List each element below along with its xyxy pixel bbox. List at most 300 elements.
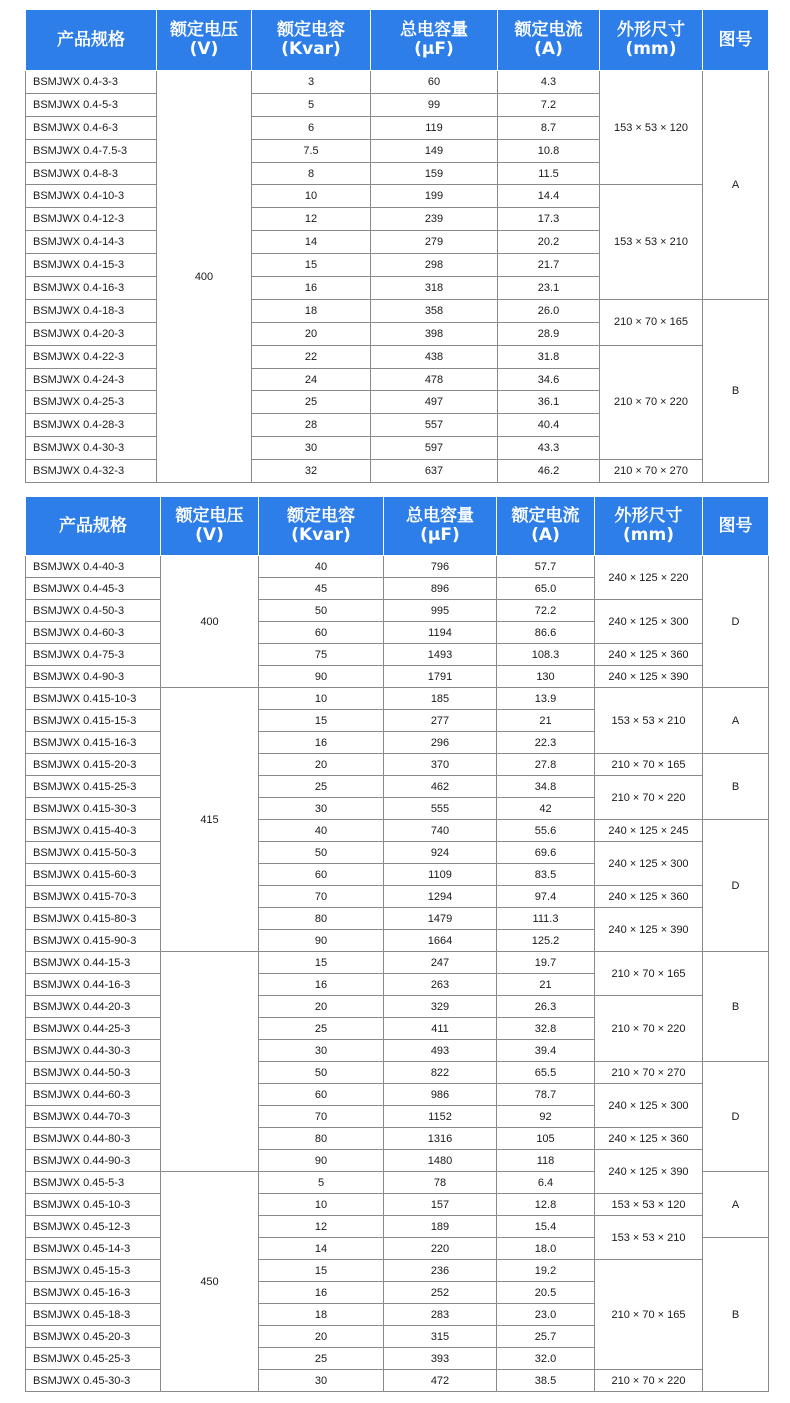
current-cell: 32.8 <box>497 1018 595 1040</box>
header-current: 额定电流 (A) <box>497 497 595 556</box>
header-capacity: 额定电容 (Kvar) <box>252 10 371 71</box>
model-cell: BSMJWX 0.4-12-3 <box>26 208 157 231</box>
total-capacitance-cell: 263 <box>384 974 497 996</box>
total-capacitance-cell: 986 <box>384 1084 497 1106</box>
current-cell: 27.8 <box>497 754 595 776</box>
figure-cell: B <box>703 952 769 1062</box>
total-capacitance-cell: 822 <box>384 1062 497 1084</box>
model-cell: BSMJWX 0.45-30-3 <box>26 1370 161 1392</box>
voltage-cell: 450 <box>161 1172 259 1392</box>
current-cell: 21 <box>497 974 595 996</box>
total-capacitance-cell: 318 <box>371 277 498 300</box>
total-capacitance-cell: 597 <box>371 437 498 460</box>
table-row <box>26 842 769 864</box>
capacity-cell: 18 <box>259 1304 384 1326</box>
capacity-cell: 12 <box>252 208 371 231</box>
table-row <box>26 460 769 483</box>
table-row <box>26 1260 769 1282</box>
total-capacitance-cell: 298 <box>371 254 498 277</box>
voltage-cell: 400 <box>157 71 252 483</box>
model-cell: BSMJWX 0.4-30-3 <box>26 437 157 460</box>
current-cell: 105 <box>497 1128 595 1150</box>
current-cell: 20.2 <box>498 231 600 254</box>
current-cell: 118 <box>497 1150 595 1172</box>
capacity-cell: 15 <box>259 952 384 974</box>
model-cell: BSMJWX 0.44-25-3 <box>26 1018 161 1040</box>
model-cell: BSMJWX 0.4-6-3 <box>26 116 157 139</box>
capacity-cell: 80 <box>259 908 384 930</box>
total-capacitance-cell: 555 <box>384 798 497 820</box>
size-cell: 210 × 70 × 270 <box>600 460 703 483</box>
model-cell: BSMJWX 0.4-15-3 <box>26 254 157 277</box>
current-cell: 39.4 <box>497 1040 595 1062</box>
model-cell: BSMJWX 0.4-8-3 <box>26 162 157 185</box>
capacity-cell: 40 <box>259 820 384 842</box>
current-cell: 20.5 <box>497 1282 595 1304</box>
capacity-cell: 15 <box>259 1260 384 1282</box>
current-cell: 40.4 <box>498 414 600 437</box>
total-capacitance-cell: 283 <box>384 1304 497 1326</box>
total-capacitance-cell: 1316 <box>384 1128 497 1150</box>
model-cell: BSMJWX 0.45-16-3 <box>26 1282 161 1304</box>
capacity-cell: 45 <box>259 578 384 600</box>
capacity-cell: 16 <box>252 277 371 300</box>
total-capacitance-cell: 236 <box>384 1260 497 1282</box>
model-cell: BSMJWX 0.4-24-3 <box>26 368 157 391</box>
total-capacitance-cell: 358 <box>371 299 498 322</box>
table-row <box>26 1150 769 1172</box>
total-capacitance-cell: 637 <box>371 460 498 483</box>
current-cell: 42 <box>497 798 595 820</box>
voltage-cell: 400 <box>161 556 259 688</box>
current-cell: 6.4 <box>497 1172 595 1194</box>
capacity-cell: 70 <box>259 886 384 908</box>
figure-cell: A <box>703 1172 769 1238</box>
size-cell: 240 × 125 × 360 <box>595 1128 703 1150</box>
table-row <box>26 600 769 622</box>
total-capacitance-cell: 438 <box>371 345 498 368</box>
header-voltage: 额定电压 (V) <box>157 10 252 71</box>
total-capacitance-cell: 296 <box>384 732 497 754</box>
total-capacitance-cell: 189 <box>384 1216 497 1238</box>
table-row <box>26 820 769 842</box>
total-capacitance-cell: 78 <box>384 1172 497 1194</box>
spec-table-2 <box>25 497 769 1392</box>
model-cell: BSMJWX 0.44-15-3 <box>26 952 161 974</box>
current-cell: 12.8 <box>497 1194 595 1216</box>
model-cell: BSMJWX 0.4-18-3 <box>26 299 157 322</box>
current-cell: 23.1 <box>498 277 600 300</box>
table-header-row <box>26 497 769 556</box>
model-cell: BSMJWX 0.4-16-3 <box>26 277 157 300</box>
current-cell: 65.0 <box>497 578 595 600</box>
capacity-cell: 16 <box>259 1282 384 1304</box>
current-cell: 19.7 <box>497 952 595 974</box>
current-cell: 25.7 <box>497 1326 595 1348</box>
model-cell: BSMJWX 0.45-20-3 <box>26 1326 161 1348</box>
capacity-cell: 15 <box>259 710 384 732</box>
total-capacitance-cell: 99 <box>371 93 498 116</box>
model-cell: BSMJWX 0.44-16-3 <box>26 974 161 996</box>
size-cell: 240 × 125 × 300 <box>595 600 703 644</box>
model-cell: BSMJWX 0.415-15-3 <box>26 710 161 732</box>
capacity-cell: 60 <box>259 622 384 644</box>
current-cell: 17.3 <box>498 208 600 231</box>
capacity-cell: 50 <box>259 1062 384 1084</box>
model-cell: BSMJWX 0.44-70-3 <box>26 1106 161 1128</box>
spec-table-1 <box>25 10 769 483</box>
header-size: 外形尺寸 (mm) <box>595 497 703 556</box>
capacity-cell: 28 <box>252 414 371 437</box>
total-capacitance-cell: 796 <box>384 556 497 578</box>
total-capacitance-cell: 277 <box>384 710 497 732</box>
capacity-cell: 90 <box>259 1150 384 1172</box>
total-capacitance-cell: 185 <box>384 688 497 710</box>
size-cell: 240 × 125 × 300 <box>595 842 703 886</box>
total-capacitance-cell: 252 <box>384 1282 497 1304</box>
model-cell: BSMJWX 0.415-40-3 <box>26 820 161 842</box>
capacity-cell: 3 <box>252 71 371 94</box>
total-capacitance-cell: 462 <box>384 776 497 798</box>
header-model: 产品规格 <box>26 10 157 71</box>
total-capacitance-cell: 157 <box>384 1194 497 1216</box>
table-row <box>26 1194 769 1216</box>
size-cell: 240 × 125 × 360 <box>595 886 703 908</box>
model-cell: BSMJWX 0.415-16-3 <box>26 732 161 754</box>
header-size: 外形尺寸 (mm) <box>600 10 703 71</box>
model-cell: BSMJWX 0.44-80-3 <box>26 1128 161 1150</box>
current-cell: 34.6 <box>498 368 600 391</box>
voltage-cell: 415 <box>161 688 259 952</box>
total-capacitance-cell: 1791 <box>384 666 497 688</box>
current-cell: 19.2 <box>497 1260 595 1282</box>
current-cell: 15.4 <box>497 1216 595 1238</box>
capacity-cell: 18 <box>252 299 371 322</box>
size-cell: 210 × 70 × 220 <box>595 776 703 820</box>
capacity-cell: 24 <box>252 368 371 391</box>
total-capacitance-cell: 149 <box>371 139 498 162</box>
capacity-cell: 8 <box>252 162 371 185</box>
size-cell: 240 × 125 × 245 <box>595 820 703 842</box>
size-cell: 210 × 70 × 165 <box>595 1260 703 1370</box>
total-capacitance-cell: 411 <box>384 1018 497 1040</box>
model-cell: BSMJWX 0.4-75-3 <box>26 644 161 666</box>
capacity-cell: 60 <box>259 1084 384 1106</box>
current-cell: 31.8 <box>498 345 600 368</box>
current-cell: 78.7 <box>497 1084 595 1106</box>
capacity-cell: 10 <box>259 688 384 710</box>
total-capacitance-cell: 398 <box>371 322 498 345</box>
model-cell: BSMJWX 0.45-15-3 <box>26 1260 161 1282</box>
current-cell: 57.7 <box>497 556 595 578</box>
capacity-cell: 5 <box>252 93 371 116</box>
table-row <box>26 1370 769 1392</box>
capacity-cell: 25 <box>252 391 371 414</box>
model-cell: BSMJWX 0.44-20-3 <box>26 996 161 1018</box>
header-figure: 图号 <box>703 10 769 71</box>
size-cell: 153 × 53 × 210 <box>595 688 703 754</box>
capacity-cell: 20 <box>259 754 384 776</box>
current-cell: 92 <box>497 1106 595 1128</box>
model-cell: BSMJWX 0.415-50-3 <box>26 842 161 864</box>
total-capacitance-cell: 60 <box>371 71 498 94</box>
model-cell: BSMJWX 0.4-25-3 <box>26 391 157 414</box>
model-cell: BSMJWX 0.4-3-3 <box>26 71 157 94</box>
total-capacitance-cell: 478 <box>371 368 498 391</box>
capacity-cell: 22 <box>252 345 371 368</box>
header-model: 产品规格 <box>26 497 161 556</box>
capacity-cell: 20 <box>259 996 384 1018</box>
table-row <box>26 1216 769 1238</box>
current-cell: 38.5 <box>497 1370 595 1392</box>
figure-cell: D <box>703 820 769 952</box>
current-cell: 72.2 <box>497 600 595 622</box>
current-cell: 14.4 <box>498 185 600 208</box>
table-row <box>26 688 769 710</box>
figure-cell: A <box>703 688 769 754</box>
current-cell: 4.3 <box>498 71 600 94</box>
current-cell: 46.2 <box>498 460 600 483</box>
size-cell: 153 × 53 × 120 <box>595 1194 703 1216</box>
table-row <box>26 1128 769 1150</box>
header-current: 额定电流 (A) <box>498 10 600 71</box>
size-cell: 153 × 53 × 210 <box>600 185 703 299</box>
current-cell: 21.7 <box>498 254 600 277</box>
capacity-cell: 40 <box>259 556 384 578</box>
capacity-cell: 32 <box>252 460 371 483</box>
model-cell: BSMJWX 0.4-32-3 <box>26 460 157 483</box>
size-cell: 153 × 53 × 210 <box>595 1216 703 1260</box>
model-cell: BSMJWX 0.4-14-3 <box>26 231 157 254</box>
table-row <box>26 886 769 908</box>
model-cell: BSMJWX 0.4-5-3 <box>26 93 157 116</box>
current-cell: 65.5 <box>497 1062 595 1084</box>
capacity-cell: 20 <box>259 1326 384 1348</box>
current-cell: 13.9 <box>497 688 595 710</box>
model-cell: BSMJWX 0.45-10-3 <box>26 1194 161 1216</box>
current-cell: 21 <box>497 710 595 732</box>
capacity-cell: 50 <box>259 600 384 622</box>
capacity-cell: 30 <box>259 1040 384 1062</box>
total-capacitance-cell: 924 <box>384 842 497 864</box>
size-cell: 210 × 70 × 165 <box>595 952 703 996</box>
capacity-cell: 7.5 <box>252 139 371 162</box>
figure-cell: B <box>703 1238 769 1392</box>
total-capacitance-cell: 393 <box>384 1348 497 1370</box>
table-row <box>26 71 769 94</box>
total-capacitance-cell: 1194 <box>384 622 497 644</box>
total-capacitance-cell: 199 <box>371 185 498 208</box>
total-capacitance-cell: 220 <box>384 1238 497 1260</box>
total-capacitance-cell: 315 <box>384 1326 497 1348</box>
model-cell: BSMJWX 0.415-60-3 <box>26 864 161 886</box>
capacity-cell: 25 <box>259 1018 384 1040</box>
table-row <box>26 185 769 208</box>
size-cell: 240 × 125 × 390 <box>595 666 703 688</box>
capacity-cell: 14 <box>252 231 371 254</box>
figure-cell: D <box>703 1062 769 1172</box>
total-capacitance-cell: 472 <box>384 1370 497 1392</box>
model-cell: BSMJWX 0.415-30-3 <box>26 798 161 820</box>
table-row <box>26 644 769 666</box>
size-cell: 210 × 70 × 165 <box>600 299 703 345</box>
figure-cell: D <box>703 556 769 688</box>
total-capacitance-cell: 1152 <box>384 1106 497 1128</box>
table-body <box>26 556 769 1392</box>
capacity-cell: 30 <box>252 437 371 460</box>
current-cell: 111.3 <box>497 908 595 930</box>
current-cell: 28.9 <box>498 322 600 345</box>
total-capacitance-cell: 493 <box>384 1040 497 1062</box>
table-row <box>26 952 769 974</box>
capacity-cell: 5 <box>259 1172 384 1194</box>
size-cell: 240 × 125 × 300 <box>595 1084 703 1128</box>
total-capacitance-cell: 119 <box>371 116 498 139</box>
total-capacitance-cell: 329 <box>384 996 497 1018</box>
capacity-cell: 30 <box>259 798 384 820</box>
table-row <box>26 556 769 578</box>
size-cell: 210 × 70 × 165 <box>595 754 703 776</box>
model-cell: BSMJWX 0.4-40-3 <box>26 556 161 578</box>
total-capacitance-cell: 1664 <box>384 930 497 952</box>
size-cell: 210 × 70 × 220 <box>600 345 703 459</box>
model-cell: BSMJWX 0.4-7.5-3 <box>26 139 157 162</box>
total-capacitance-cell: 159 <box>371 162 498 185</box>
total-capacitance-cell: 279 <box>371 231 498 254</box>
capacity-cell: 80 <box>259 1128 384 1150</box>
current-cell: 32.0 <box>497 1348 595 1370</box>
model-cell: BSMJWX 0.4-10-3 <box>26 185 157 208</box>
model-cell: BSMJWX 0.4-22-3 <box>26 345 157 368</box>
capacity-cell: 90 <box>259 930 384 952</box>
model-cell: BSMJWX 0.415-70-3 <box>26 886 161 908</box>
model-cell: BSMJWX 0.45-18-3 <box>26 1304 161 1326</box>
capacity-cell: 25 <box>259 1348 384 1370</box>
capacity-cell: 15 <box>252 254 371 277</box>
capacity-cell: 6 <box>252 116 371 139</box>
figure-cell: A <box>703 71 769 300</box>
size-cell: 153 × 53 × 120 <box>600 71 703 185</box>
header-figure: 图号 <box>703 497 769 556</box>
size-cell: 240 × 125 × 390 <box>595 1150 703 1194</box>
model-cell: BSMJWX 0.44-60-3 <box>26 1084 161 1106</box>
table-row <box>26 299 769 322</box>
current-cell: 7.2 <box>498 93 600 116</box>
current-cell: 108.3 <box>497 644 595 666</box>
size-cell: 210 × 70 × 220 <box>595 1370 703 1392</box>
capacity-cell: 10 <box>259 1194 384 1216</box>
capacity-cell: 25 <box>259 776 384 798</box>
current-cell: 43.3 <box>498 437 600 460</box>
capacity-cell: 75 <box>259 644 384 666</box>
capacity-cell: 90 <box>259 666 384 688</box>
header-voltage: 额定电压 (V) <box>161 497 259 556</box>
current-cell: 22.3 <box>497 732 595 754</box>
table-row <box>26 908 769 930</box>
model-cell: BSMJWX 0.44-90-3 <box>26 1150 161 1172</box>
total-capacitance-cell: 497 <box>371 391 498 414</box>
table-row <box>26 1084 769 1106</box>
header-total-capacitance: 总电容量 (μF) <box>371 10 498 71</box>
table-row <box>26 666 769 688</box>
total-capacitance-cell: 896 <box>384 578 497 600</box>
total-capacitance-cell: 370 <box>384 754 497 776</box>
size-cell: 240 × 125 × 360 <box>595 644 703 666</box>
figure-cell: B <box>703 299 769 482</box>
total-capacitance-cell: 1294 <box>384 886 497 908</box>
capacity-cell: 30 <box>259 1370 384 1392</box>
model-cell: BSMJWX 0.4-28-3 <box>26 414 157 437</box>
model-cell: BSMJWX 0.45-25-3 <box>26 1348 161 1370</box>
model-cell: BSMJWX 0.415-25-3 <box>26 776 161 798</box>
total-capacitance-cell: 557 <box>371 414 498 437</box>
model-cell: BSMJWX 0.4-20-3 <box>26 322 157 345</box>
current-cell: 125.2 <box>497 930 595 952</box>
header-capacity: 额定电容 (Kvar) <box>259 497 384 556</box>
current-cell: 69.6 <box>497 842 595 864</box>
model-cell: BSMJWX 0.415-20-3 <box>26 754 161 776</box>
model-cell: BSMJWX 0.415-10-3 <box>26 688 161 710</box>
model-cell: BSMJWX 0.4-90-3 <box>26 666 161 688</box>
total-capacitance-cell: 239 <box>371 208 498 231</box>
total-capacitance-cell: 995 <box>384 600 497 622</box>
total-capacitance-cell: 740 <box>384 820 497 842</box>
capacity-cell: 50 <box>259 842 384 864</box>
model-cell: BSMJWX 0.44-50-3 <box>26 1062 161 1084</box>
size-cell: 210 × 70 × 220 <box>595 996 703 1062</box>
table-row <box>26 754 769 776</box>
size-cell: 210 × 70 × 270 <box>595 1062 703 1084</box>
current-cell: 23.0 <box>497 1304 595 1326</box>
capacity-cell: 60 <box>259 864 384 886</box>
table-header-row <box>26 10 769 71</box>
current-cell: 11.5 <box>498 162 600 185</box>
capacity-cell: 10 <box>252 185 371 208</box>
model-cell: BSMJWX 0.415-80-3 <box>26 908 161 930</box>
model-cell: BSMJWX 0.45-14-3 <box>26 1238 161 1260</box>
total-capacitance-cell: 1109 <box>384 864 497 886</box>
header-total-capacitance: 总电容量 (μF) <box>384 497 497 556</box>
voltage-cell <box>161 952 259 1172</box>
capacity-cell: 20 <box>252 322 371 345</box>
model-cell: BSMJWX 0.44-30-3 <box>26 1040 161 1062</box>
total-capacitance-cell: 1480 <box>384 1150 497 1172</box>
capacity-cell: 16 <box>259 732 384 754</box>
model-cell: BSMJWX 0.4-50-3 <box>26 600 161 622</box>
current-cell: 34.8 <box>497 776 595 798</box>
model-cell: BSMJWX 0.4-45-3 <box>26 578 161 600</box>
current-cell: 86.6 <box>497 622 595 644</box>
model-cell: BSMJWX 0.415-90-3 <box>26 930 161 952</box>
size-cell: 240 × 125 × 390 <box>595 908 703 952</box>
current-cell: 10.8 <box>498 139 600 162</box>
current-cell: 26.3 <box>497 996 595 1018</box>
current-cell: 130 <box>497 666 595 688</box>
capacity-cell: 16 <box>259 974 384 996</box>
current-cell: 36.1 <box>498 391 600 414</box>
current-cell: 18.0 <box>497 1238 595 1260</box>
current-cell: 97.4 <box>497 886 595 908</box>
table-row <box>26 1062 769 1084</box>
table-row <box>26 996 769 1018</box>
current-cell: 8.7 <box>498 116 600 139</box>
current-cell: 83.5 <box>497 864 595 886</box>
model-cell: BSMJWX 0.45-12-3 <box>26 1216 161 1238</box>
size-cell: 240 × 125 × 220 <box>595 556 703 600</box>
table-row <box>26 776 769 798</box>
table-body <box>26 71 769 483</box>
capacity-cell: 12 <box>259 1216 384 1238</box>
